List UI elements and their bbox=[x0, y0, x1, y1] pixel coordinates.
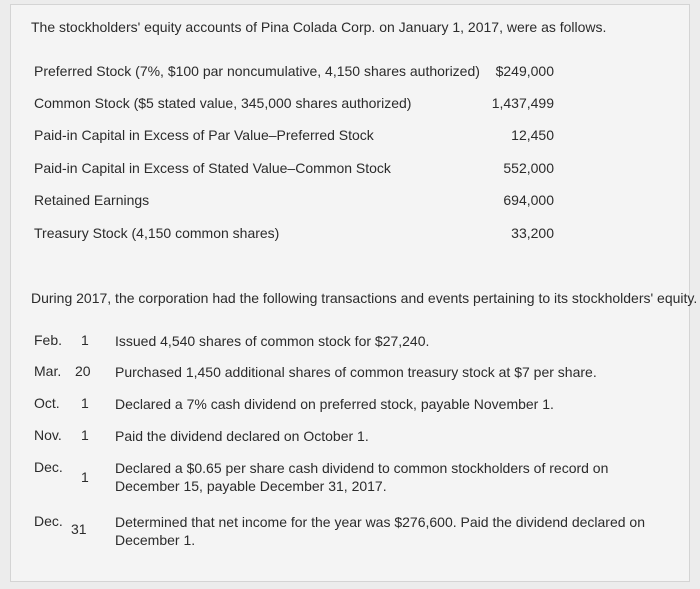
transaction-day: 20 bbox=[75, 363, 91, 379]
problem-panel bbox=[10, 4, 698, 582]
transaction-description: Declared a $0.65 per share cash dividend to common stockholders of record on December 15, payable December 31, 2017. bbox=[115, 460, 609, 494]
transaction-day: 1 bbox=[81, 427, 89, 443]
account-amount: 552,000 bbox=[503, 160, 554, 176]
account-amount: $249,000 bbox=[495, 63, 554, 79]
account-row bbox=[34, 192, 554, 212]
transaction-month: Dec. bbox=[34, 513, 63, 529]
account-amount: 694,000 bbox=[503, 192, 554, 208]
transaction-month: Dec. bbox=[34, 459, 63, 475]
transaction-month: Nov. bbox=[34, 427, 62, 443]
transaction-day: 31 bbox=[71, 521, 87, 537]
account-row bbox=[34, 225, 554, 245]
intro-text: The stockholders' equity accounts of Pina Colada Corp. on January 1, 2017, were as follows. bbox=[31, 19, 607, 35]
account-name: Treasury Stock (4,150 common shares) bbox=[34, 225, 280, 241]
transaction-description: Issued 4,540 shares of common stock for $27,240. bbox=[115, 333, 430, 349]
account-name: Common Stock ($5 stated value, 345,000 shares authorized) bbox=[34, 95, 412, 111]
transaction-description: Purchased 1,450 additional shares of common treasury stock at $7 per share. bbox=[115, 364, 597, 380]
account-amount: 33,200 bbox=[511, 225, 554, 241]
transaction-description: Declared a 7% cash dividend on preferred stock, payable November 1. bbox=[115, 396, 554, 412]
account-amount: 1,437,499 bbox=[491, 95, 554, 111]
transaction-month: Mar. bbox=[34, 363, 62, 379]
account-row bbox=[34, 63, 554, 83]
transaction-description: Paid the dividend declared on October 1. bbox=[115, 428, 369, 444]
transaction-month: Feb. bbox=[34, 332, 63, 348]
account-row bbox=[34, 160, 554, 180]
account-name: Paid-in Capital in Excess of Stated Value–Common Stock bbox=[34, 160, 391, 176]
transaction-month: Oct. bbox=[34, 395, 60, 411]
account-amount: 12,450 bbox=[511, 127, 554, 143]
account-name: Retained Earnings bbox=[34, 192, 150, 208]
account-row bbox=[34, 95, 554, 115]
account-name: Paid-in Capital in Excess of Par Value–Preferred Stock bbox=[34, 127, 374, 143]
account-row bbox=[34, 127, 554, 147]
transaction-day: 1 bbox=[81, 395, 89, 411]
transaction-day: 1 bbox=[81, 469, 89, 485]
account-name: Preferred Stock (7%, $100 par noncumulative, 4,150 shares authorized) bbox=[34, 63, 480, 79]
transaction-day: 1 bbox=[81, 332, 89, 348]
transaction-description: Determined that net income for the year was $276,600. Paid the dividend declared on December 1. bbox=[115, 514, 645, 548]
transactions-intro: During 2017, the corporation had the following transactions and events pertaining to its stockholders' equity. bbox=[31, 290, 698, 306]
